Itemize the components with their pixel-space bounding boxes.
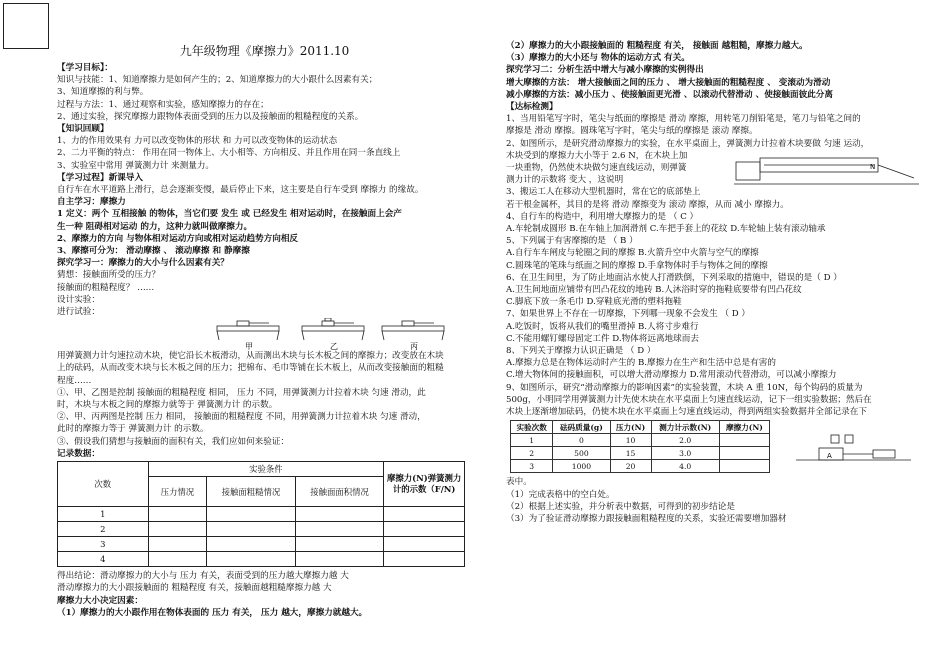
right-top-text <box>506 40 926 418</box>
right-top-line-21: C.脚底下放一条毛巾 D.穿鞋底光滑的塑料拖鞋 <box>506 297 682 308</box>
right-top-line-1: （3）摩擦力的大小还与 物体的运动方式 有关。 <box>506 53 690 64</box>
left-top-line-7: 2、二力平衡的特点： 作用在同一物体上、大小相等、方向相反、并且作用在同一条直线上 <box>57 148 401 159</box>
data-table-cell: 4.0 <box>651 460 719 473</box>
record-head-count: 次数 <box>58 462 149 507</box>
left-bottom-text <box>57 570 472 619</box>
left-top-line-13: 生一种 阻碍相对运动 的力，这种力就叫做摩擦力。 <box>57 221 253 232</box>
left-mid-line-4: 时，木块与木板之间的摩擦力就等于 弹簧测力计 的示数。 <box>57 400 278 411</box>
left-top-line-0: 【学习目标】： <box>57 63 113 73</box>
left-top-line-9: 【学习过程】新课导入 <box>57 172 143 183</box>
figure-label-yi: 乙 <box>330 342 338 351</box>
right-top-line-6: 1、当用铅笔写字时，笔尖与纸面的摩擦是 滑动 摩擦，用转笔刀削铅笔是，笔刀与铅笔之间的 <box>506 114 861 125</box>
record-row <box>58 537 465 552</box>
data-table-cell: 500 <box>553 447 610 460</box>
right-top-line-28: 9、如图所示，研究“滑动摩擦力的影响因素”的实验装置，木块 A 重 10N，每个钩码的质量为 <box>506 382 863 393</box>
record-head-force: 摩擦力(N)弹簧测力计的示数（F/N) <box>384 462 465 507</box>
data-table-cell: 2 <box>511 447 553 460</box>
data-table-cell: 摩擦力(N) <box>719 421 769 434</box>
left-top-line-15: 3、摩擦可分为： 滑动摩擦 、 滚动摩擦 和 静摩擦 <box>57 246 250 257</box>
corner-box <box>3 3 49 49</box>
right-top-line-3: 增大摩擦的方法： 增大接触面之间的压力 、 增大接触面的粗糙程度 、 变滚动为滑动 <box>506 77 831 88</box>
right-top-line-20: A.卫生间地面应铺带有凹凸花纹的地砖 B.人沐浴时穿的拖鞋底要带有凹凸花纹 <box>506 285 802 296</box>
data-table-cell: 10 <box>610 434 651 447</box>
right-top-line-7: 摩擦是 滑动 摩擦。圆珠笔写字时，笔尖与纸的摩擦是 滚动 摩擦。 <box>506 126 758 137</box>
right-top-line-4: 减小摩擦的方法：减小压力 、使接触面更光滑 、以滚动代替滑动 、使接触面彼此分离 <box>506 89 833 100</box>
left-top-line-18: 接触面的粗糙程度？ …… <box>57 282 155 293</box>
record-cell <box>384 537 465 552</box>
figure-label-bing: 丙 <box>410 342 418 351</box>
right-top-line-22: 7、如果世界上不存在一切摩擦，下列哪一现象不会发生 （ D ） <box>506 309 750 320</box>
figure-hook-weights <box>791 418 921 474</box>
data-table-cell: 0 <box>553 434 610 447</box>
right-top-line-0: （2）摩擦力的大小跟接触面的 粗糙程度 有关， 接触面 越粗糙，摩擦力越大。 <box>506 41 808 51</box>
left-mid-line-2: 程度…… <box>57 375 92 386</box>
data-table-cell: 3.0 <box>651 447 719 460</box>
right-column <box>506 40 926 525</box>
record-head-area: 接触面面积情况 <box>295 477 384 507</box>
left-top-line-10: 自行车在水平道路上滑行，总会逐渐变慢，最后停止下来，这主要是自行车受到 摩擦力 的缘故。 <box>57 185 424 196</box>
left-mid-line-6: 此时的摩擦力等于 弹簧测力计 的示数。 <box>57 424 209 435</box>
right-top-line-27: C.增大物体间的接触面积，可以增大滑动摩擦力 D.常用滚动代替滑动，可以减小摩擦力 <box>506 370 837 381</box>
record-cell <box>384 552 465 567</box>
data-table-cell: 砝码质量(g) <box>553 421 610 434</box>
left-top-line-5: 【知识回顾】 <box>57 124 109 135</box>
left-mid-line-8: 记录数据： <box>57 448 100 459</box>
block-label: A <box>827 452 832 461</box>
right-top-line-25: 8、下列关于摩擦力认识正确是 （ D ） <box>506 346 656 357</box>
experiment-figures <box>57 318 472 350</box>
left-bot-line-2: 摩擦力大小决定因素： <box>57 595 143 606</box>
left-bot-line-1: 滑动摩擦力的大小跟接触面的 粗糙程度 有关，接触面越粗糙摩擦力越 大 <box>57 583 332 594</box>
data-table-row <box>511 434 770 447</box>
right-top-line-17: A.自行车车闸皮与轮圈之间的摩擦 B.火箭升空中火箭与空气的摩擦 <box>506 248 759 259</box>
left-top-line-12: 1 定义：两个 互相接触 的物体，当它们要 发生 或 已经发生 相对运动时，在接触面上会产 <box>57 209 402 220</box>
right-top-line-30: 木块上逐渐增加砝码，仍使木块在水平桌面上匀速直线运动，得到两组实验数据并全部记录在下 <box>506 407 867 418</box>
record-cell <box>295 522 384 537</box>
data-table-cell: 测力计示数(N) <box>651 421 719 434</box>
left-top-line-17: 猜想：接触面所受的压力？ <box>57 270 161 281</box>
left-top-line-3: 过程与方法：1、通过观察和实验，感知摩擦力的存在； <box>57 99 269 110</box>
left-top-line-6: 1、力的作用效果有 力可以改变物体的形状 和 力可以改变物体的运动状态 <box>57 136 338 147</box>
right-top-line-18: C.圆珠笔的笔珠与纸面之间的摩擦 D.手拿物体时手与物体之间的摩擦 <box>506 260 768 271</box>
left-top-line-8: 3、实验室中常用 弹簧测力计 来测量力。 <box>57 160 215 171</box>
data-table-cell <box>719 460 769 473</box>
record-cell <box>148 537 207 552</box>
record-cell <box>148 552 207 567</box>
right-bottom-text <box>506 476 926 525</box>
page-title: 九年级物理《摩擦力》2011.10 <box>179 44 350 58</box>
right-top-line-5: 【达标检测】 <box>506 102 558 113</box>
right-top-line-12: 3、搬运工人在移动大型机器时，常在它的底部垫上 <box>506 187 701 198</box>
record-head-pressure: 压力情况 <box>148 477 207 507</box>
data-table-cell: 15 <box>610 447 651 460</box>
right-top-line-14: 4、自行车的构造中，利用增大摩擦力的是 （ C ） <box>506 211 699 222</box>
record-row-index: 1 <box>58 507 149 522</box>
left-mid-line-7: ③、假设我们猜想与接触面的面积有关，我们应如何来验证： <box>57 436 290 447</box>
record-cell <box>295 552 384 567</box>
left-top-text <box>57 62 472 318</box>
record-table <box>57 461 465 567</box>
left-top-line-16: 探究学习一：摩擦力的大小与什么因素有关？ <box>57 258 229 269</box>
right-top-line-15: A.车轮制成圆形 B.在车轴上加润滑剂 C.车把手套上的花纹 D.车轮轴上装有滚动轴承 <box>506 224 826 235</box>
record-cell <box>207 522 296 537</box>
right-top-line-24: C.不能用螺钉螺母固定工件 D.物体将远离地球而去 <box>506 333 699 344</box>
data-table-header <box>511 421 770 434</box>
right-bot-line-0: 表中。 <box>506 477 532 488</box>
right-top-line-13: 若干根金属杯，其目的是将 滑动 摩擦变为 滚动 摩擦，从而 减小 摩擦力。 <box>506 199 789 210</box>
data-table-cell <box>719 434 769 447</box>
record-row <box>58 522 465 537</box>
data-table-row <box>511 447 770 460</box>
record-cell <box>384 522 465 537</box>
record-row <box>58 552 465 567</box>
right-bot-line-2: （2）根据上述实验，并分析表中数据，可得到的初步结论是 <box>506 501 735 512</box>
data-table-cell: 2.0 <box>651 434 719 447</box>
record-cell <box>384 507 465 522</box>
right-top-line-23: A.吃饭时，饭将从我们的嘴里滑掉 B.人将寸步难行 <box>506 321 699 332</box>
left-top-line-11: 自主学习：摩擦力 <box>57 197 126 208</box>
record-cell <box>295 507 384 522</box>
right-top-line-11: 测力计的示数将 变大 ，这说明 <box>506 175 624 186</box>
data-table-cell: 压力(N) <box>610 421 651 434</box>
left-mid-line-5: ②、甲、丙两图是控制 压力 相同， 接触面的粗糙程度 不同，用弹簧测力计拉着木块 匀速 滑动， <box>57 412 426 423</box>
data-table-cell <box>719 447 769 460</box>
data-table-row <box>511 460 770 473</box>
left-top-line-20: 进行试验： <box>57 307 100 318</box>
record-cell <box>295 537 384 552</box>
data-table <box>510 420 770 473</box>
record-head-roughness: 接触面粗糙情况 <box>207 477 296 507</box>
data-table-cell: 实验次数 <box>511 421 553 434</box>
left-mid-line-1: 上的砝码，从而改变木块与长木板之间的压力；把棉布、毛巾等铺在长木板上，从而改变接触面的粗糙 <box>57 363 444 374</box>
right-top-line-10: 一块重物，仍然使木块做匀速直线运动，则弹簧 <box>506 163 687 174</box>
record-head-conditions: 实验条件 <box>148 462 384 477</box>
record-cell <box>207 537 296 552</box>
right-top-line-26: A.摩擦力总是在物体运动时产生的 B.摩擦力在生产和生活中总是有害的 <box>506 358 776 369</box>
record-row-index: 3 <box>58 537 149 552</box>
left-top-line-4: 2、通过实验，探究摩擦力跟物体表面受到的压力以及接触面的粗糙程度的关系。 <box>57 111 364 122</box>
right-bot-line-3: （3）为了验证滑动摩擦力跟接触面粗糙程度的关系，实验还需要增加器材 <box>506 513 787 524</box>
table2-block <box>506 418 926 476</box>
figure-spring-scale <box>734 148 924 200</box>
right-top-line-19: 6、在卫生间里，为了防止地面沾水使人打滑跌倒，下列采取的措施中，错误的是（ D ） <box>506 272 842 283</box>
left-top-line-14: 2、摩擦力的方向 与物体相对运动方向或相对运动趋势方向相反 <box>57 233 299 244</box>
record-cell <box>207 552 296 567</box>
spring-unit: N <box>870 163 876 171</box>
right-top-line-8: 2、如图所示，是研究滑动摩擦力的实验，在水平桌面上，弹簧测力计拉着木块要做 匀速 运动， <box>506 138 870 149</box>
left-column <box>57 40 472 619</box>
data-table-cell: 1 <box>511 434 553 447</box>
right-top-line-16: 5、下列属于有害摩擦的是 （ B ） <box>506 236 638 247</box>
left-bot-line-3: （1）摩擦力的大小跟作用在物体表面的 压力 有关， 压力 越大，摩擦力就越大。 <box>57 607 368 618</box>
left-top-line-19: 设计实验： <box>57 294 100 305</box>
figure-label-jia: 甲 <box>245 342 253 351</box>
right-top-line-2: 探究学习二：分析生活中增大与减小摩擦的实例得出 <box>506 65 704 76</box>
data-table-cell: 1000 <box>553 460 610 473</box>
record-cell <box>148 507 207 522</box>
left-mid-text <box>57 350 472 460</box>
record-row-index: 4 <box>58 552 149 567</box>
data-table-cell: 3 <box>511 460 553 473</box>
left-mid-line-3: ①、甲、乙图是控制 接触面的粗糙程度 相同， 压力 不同，用弹簧测力计拉着木块 匀速 滑动，此 <box>57 387 426 398</box>
right-bot-line-1: （1）完成表格中的空白处。 <box>506 489 615 500</box>
right-top-line-9: 木块受到的摩擦力大小等于 2.6 N，在木块上加 <box>506 150 688 161</box>
data-table-cell: 20 <box>610 460 651 473</box>
right-top-line-29: 500g，小明同学用弹簧测力计先使木块在水平桌面上匀速直线运动，记下一组实验数据；然后在 <box>506 394 872 405</box>
record-row <box>58 507 465 522</box>
left-mid-line-0: 用弹簧测力计匀速拉动木块，使它沿长木板滑动，从而测出木块与长木板之间的摩擦力；改变放在木块 <box>57 351 444 362</box>
left-bot-line-0: 得出结论：滑动摩擦力的大小与 压力 有关，表面受到的压力越大摩擦力越 大 <box>57 571 349 582</box>
experiment-figures-svg <box>57 318 472 350</box>
record-cell <box>148 522 207 537</box>
left-top-line-2: 3、知道摩擦的利与弊。 <box>57 87 149 98</box>
record-cell <box>207 507 296 522</box>
record-row-index: 2 <box>58 522 149 537</box>
left-top-line-1: 知识与技能：1、知道摩擦力是如何产生的；2、知道摩擦力的大小跟什么因素有关； <box>57 75 378 86</box>
